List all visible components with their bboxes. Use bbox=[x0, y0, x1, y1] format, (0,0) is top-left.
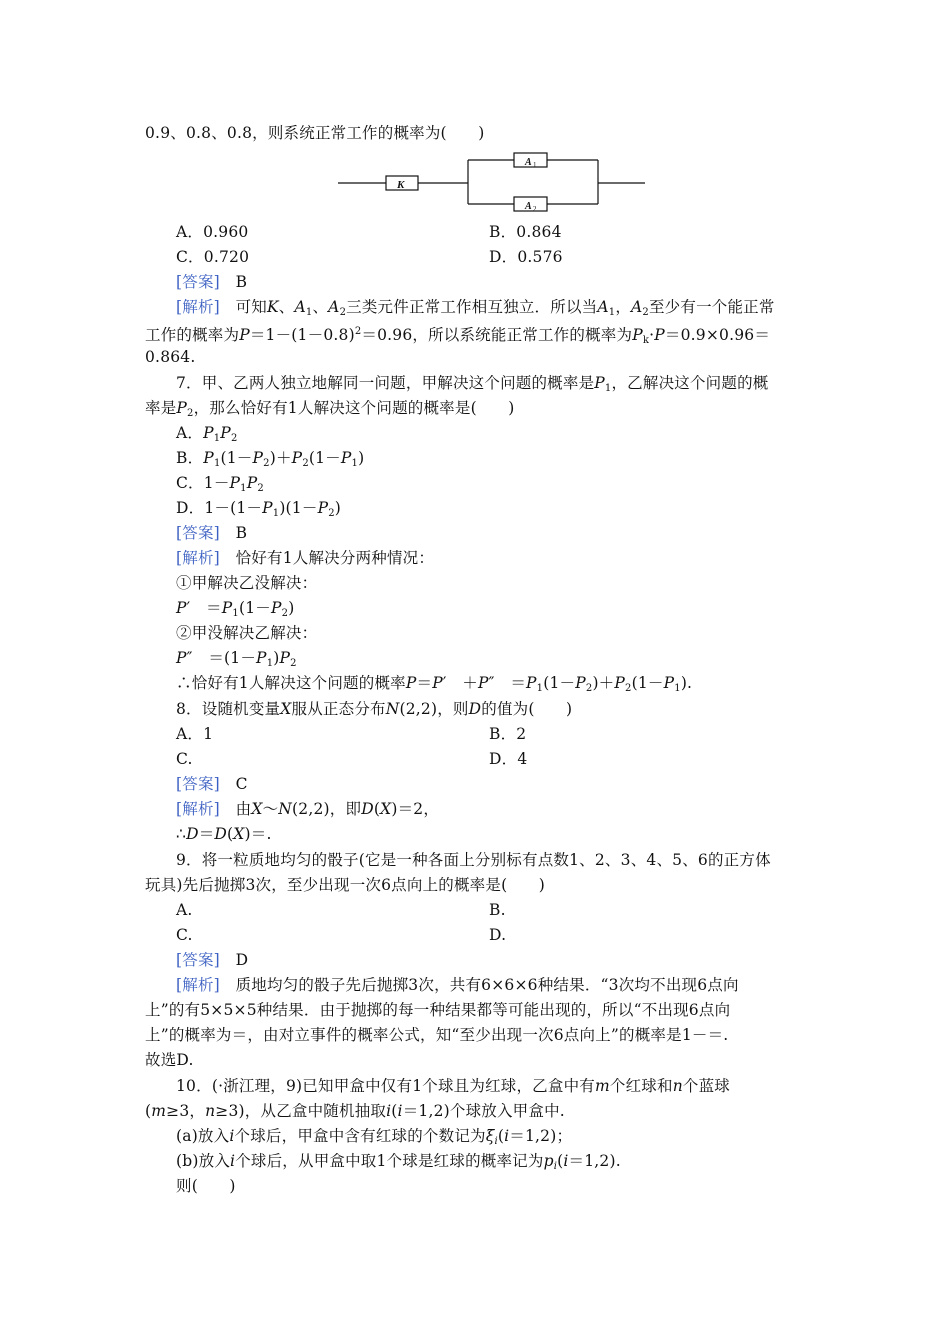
q8-explanation: [解析] 由X～N(2,2)，即D(X)＝2， bbox=[176, 800, 440, 818]
q6-answer-line bbox=[176, 272, 247, 292]
explanation-tag: [解析] bbox=[176, 549, 220, 567]
q9-stem-line-2: 玩具)先后抛掷3次，至少出现一次6点向上的概率是( ) bbox=[145, 876, 545, 894]
q6-explanation-line-1: [解析] 可知K、$A_1$、$A_2$三类元件正常工作相互独立．所以当$A_1$，$A_2$至少有一个能正常 bbox=[176, 298, 775, 318]
label-a2: A bbox=[525, 201, 532, 212]
q9-option-b: B. bbox=[489, 901, 506, 919]
explanation-tag: [解析] bbox=[176, 298, 220, 316]
q10-stem-line-1: 10．(·浙江理，9)已知甲盒中仅有1个球且为红球，乙盒中有m个红球和n个蓝球 bbox=[176, 1077, 730, 1095]
q9-stem-line-1: 9．将一粒质地均匀的骰子(它是一种各面上分别标有点数1、2、3、4、5、6的正方体 bbox=[176, 851, 771, 869]
q6-option-b: B．0.864 bbox=[489, 223, 562, 241]
q7-conclusion: ∴恰好有1人解决这个问题的概率P＝P′ ＋P″ $=P_1(1-P_2)+P_2(1-P_1)$. bbox=[176, 674, 693, 694]
q7-formula-1: P′ $=P_1(1-P_2)$ bbox=[176, 599, 295, 619]
label-a1-sub: 1 bbox=[533, 161, 537, 169]
q7-option-a: A．$P_1P_2$ bbox=[176, 424, 238, 444]
q7-option-c: C．$1-P_1P_2$ bbox=[176, 474, 264, 494]
q9-explanation-line-2: 上”的有5×5×5种结果．由于抛掷的每一种结果都等可能出现的，所以“不出现6点向 bbox=[145, 1001, 731, 1019]
label-a2-sub: 2 bbox=[533, 205, 537, 213]
label-a1: A bbox=[525, 157, 532, 168]
circuit-diagram bbox=[0, 0, 950, 230]
q7-formula-2: P″ $=(1-P_1)P_2$ bbox=[176, 649, 297, 669]
q7-case-2: ②甲没解决乙解决： bbox=[176, 624, 318, 642]
q8-answer-line bbox=[176, 774, 248, 794]
answer-tag: [答案] bbox=[176, 951, 220, 969]
q6-option-d: D．0.576 bbox=[489, 248, 563, 266]
q6-explanation-line-2: 工作的概率为$P=1-(1-0.8)^2=0.96$，所以系统能正常工作的概率为$P_k\cdot P=0.9\times 0.96=$ bbox=[145, 326, 771, 346]
answer-value: B bbox=[235, 524, 248, 542]
answer-tag: [答案] bbox=[176, 775, 220, 793]
q9-answer-line bbox=[176, 950, 248, 970]
label-k: K bbox=[397, 179, 405, 191]
explanation-tag: [解析] bbox=[176, 976, 220, 994]
q10-stem-end: 则( ) bbox=[176, 1177, 236, 1195]
q6-option-c: C．0.720 bbox=[176, 248, 250, 266]
q9-explanation-line-1: [解析] 质地均匀的骰子先后抛掷3次，共有6×6×6种结果．“3次均不出现6点向 bbox=[176, 976, 739, 994]
q7-explanation: [解析] 恰好有1人解决分两种情况： bbox=[176, 549, 435, 567]
q6-option-a: A．0.960 bbox=[176, 223, 249, 241]
q9-explanation-line-4: 故选D. bbox=[145, 1051, 194, 1069]
q10-stem-line-2: (m≥3，n≥3)，从乙盒中随机抽取i(i＝1,2)个球放入甲盒中. bbox=[145, 1102, 565, 1120]
q9-option-c: C. bbox=[176, 926, 193, 944]
q9-explanation-line-3: 上”的概率为＝，由对立事件的概率公式，知“至少出现一次6点向上”的概率是1－＝. bbox=[145, 1026, 729, 1044]
answer-tag: [答案] bbox=[176, 273, 220, 291]
q7-case-1: ①甲解决乙没解决： bbox=[176, 574, 318, 592]
answer-value: B bbox=[235, 273, 248, 291]
q9-option-a: A. bbox=[176, 901, 193, 919]
q8-option-c: C. bbox=[176, 750, 193, 768]
q7-option-d: D．$1-(1-P_1)(1-P_2)$ bbox=[176, 499, 342, 519]
q9-option-d: D. bbox=[489, 926, 507, 944]
answer-value: C bbox=[235, 775, 248, 793]
q10-condition-b: (b)放入i个球后，从甲盒中取1个球是红球的概率记为$p_i(i=1,2)$. bbox=[176, 1152, 621, 1172]
q6-explanation-line-3: 0.864. bbox=[145, 348, 196, 366]
q6-stem-tail: 0.9、0.8、0.8，则系统正常工作的概率为( ) bbox=[145, 124, 485, 142]
answer-value: D bbox=[235, 951, 249, 969]
q7-answer-line bbox=[176, 523, 247, 543]
q8-option-d: D．4 bbox=[489, 750, 528, 768]
q10-condition-a: (a)放入i个球后，甲盒中含有红球的个数记为$\xi_i(i=1,2)$； bbox=[176, 1127, 573, 1147]
q8-stem: 8．设随机变量X服从正态分布N(2,2)，则D的值为( ) bbox=[176, 700, 573, 718]
q7-stem-line-2: 率是$P_2$，那么恰好有1人解决这个问题的概率是( ) bbox=[145, 399, 515, 419]
q8-conclusion: ∴D＝D(X)＝. bbox=[176, 825, 272, 843]
q8-option-a: A．1 bbox=[176, 725, 214, 743]
q7-stem-line-1: 7．甲、乙两人独立地解同一问题，甲解决这个问题的概率是$P_1$，乙解决这个问题的概 bbox=[176, 374, 769, 394]
q8-option-b: B．2 bbox=[489, 725, 527, 743]
q7-option-b: B．$P_1(1-P_2)+P_2(1-P_1)$ bbox=[176, 449, 365, 469]
answer-tag: [答案] bbox=[176, 524, 220, 542]
explanation-tag: [解析] bbox=[176, 800, 220, 818]
